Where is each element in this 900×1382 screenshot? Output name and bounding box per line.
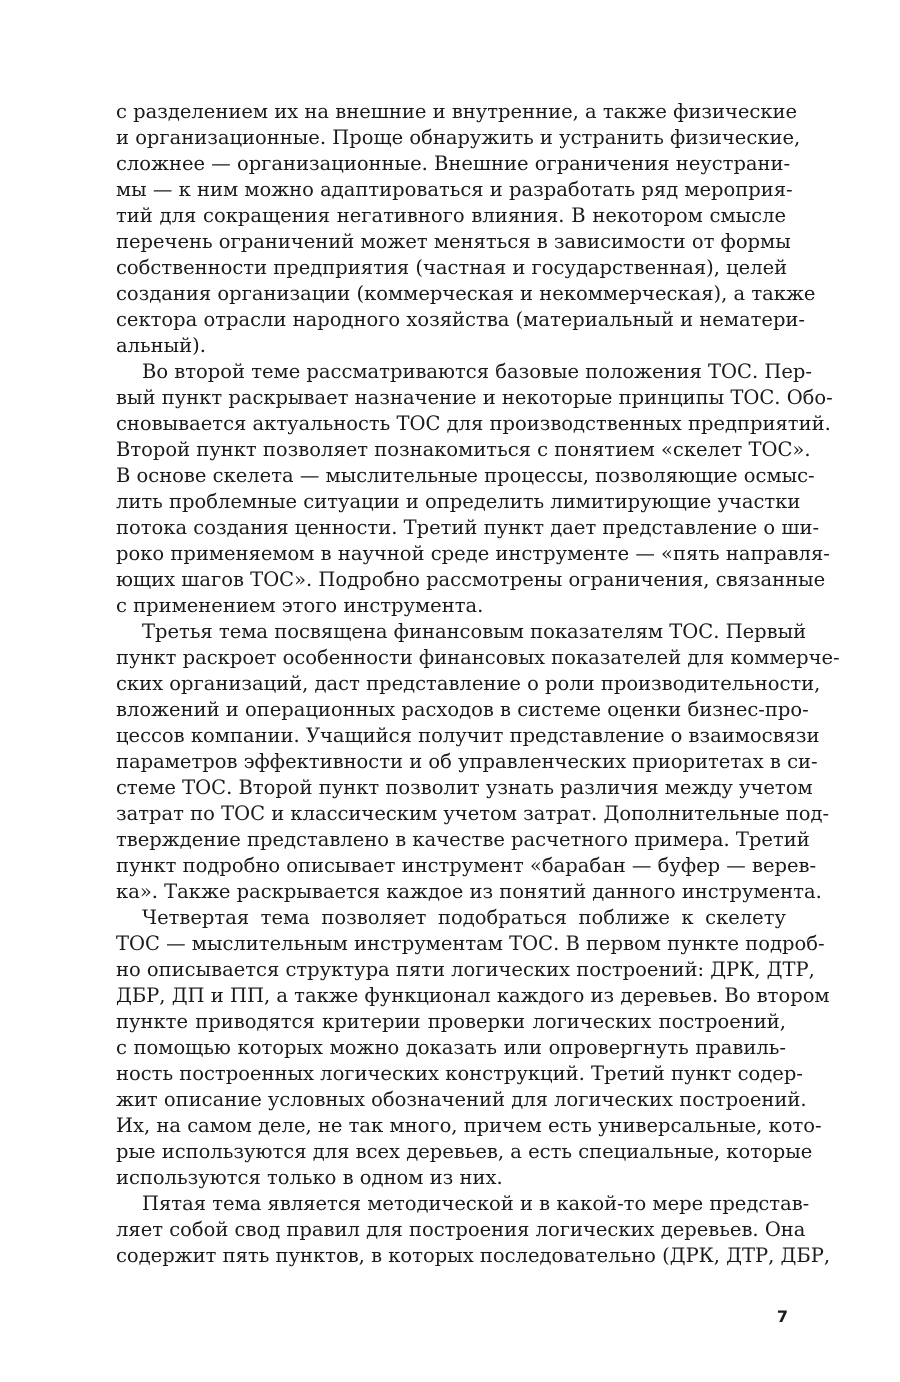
text-line: с помощью которых можно доказать или опровергнуть правиль- (116, 1036, 786, 1059)
text-line: ляет собой свод правил для построения логических деревьев. Она (116, 1218, 806, 1241)
text-line: Их, на самом деле, не так много, причем есть универсальные, кото- (116, 1114, 822, 1137)
text-line: тий для сокращения негативного влияния. В некотором смысле (116, 204, 786, 227)
paragraph-fifth-topic (116, 1191, 831, 1269)
text-line: с разделением их на внешние и внутренние, а также физические (116, 100, 798, 123)
text-line: рые используются для всех деревьев, а есть специальные, которые (116, 1140, 813, 1163)
text-line: лить проблемные ситуации и определить лимитирующие участки (116, 490, 801, 513)
text-line: вложений и операционных расходов в системе оценки бизнес-про- (116, 698, 809, 721)
text-line: ющих шагов ТОС». Подробно рассмотрены ограничения, связанные (116, 568, 826, 591)
text-line: и организационные. Проще обнаружить и устранить физические, (116, 126, 801, 149)
text-line: но описывается структура пяти логических построений: ДРК, ДТР, (116, 958, 815, 981)
text-line: сновывается актуальность ТОС для производственных предприятий. (116, 412, 831, 435)
text-line: ка». Также раскрывается каждое из понятий данного инструмента. (116, 880, 822, 903)
text-line: ТОС — мыслительным инструментам ТОС. В первом пункте подроб- (116, 932, 825, 955)
paragraph-second-topic (116, 359, 833, 619)
text-line: жит описание условных обозначений для логических построений. (116, 1088, 807, 1111)
page-number: 7 (776, 1307, 788, 1326)
text-line: Четвертая тема позволяет подобраться поближе к скелету (142, 906, 786, 929)
paragraph-constraints (116, 99, 816, 359)
text-line: параметров эффективности и об управленческих приоритетах в си- (116, 750, 818, 773)
text-line: сложнее — организационные. Внешние ограничения неустрани- (116, 152, 791, 175)
body-text (116, 99, 840, 1269)
text-line: мы — к ним можно адаптироваться и разработать ряд мероприя- (116, 178, 793, 201)
text-line: пункт раскроет особенности финансовых показателей для коммерче- (116, 646, 840, 669)
text-line: ских организаций, даст представление о роли производительности, (116, 672, 821, 695)
text-line: пункт подробно описывает инструмент «барабан — буфер — верев- (116, 854, 817, 877)
text-line: содержит пять пунктов, в которых последовательно (ДРК, ДТР, ДБР, (116, 1244, 831, 1267)
paragraph-third-topic (116, 619, 840, 905)
text-line: используются только в одном из них. (116, 1166, 503, 1189)
text-line: Во второй теме рассматриваются базовые положения ТОС. Пер- (142, 360, 812, 383)
text-line: Третья тема посвящена финансовым показателям ТОС. Первый (142, 620, 807, 643)
text-line: тверждение представлено в качестве расчетного примера. Третий (116, 828, 810, 851)
text-line: вый пункт раскрывает назначение и некоторые принципы ТОС. Обо- (116, 386, 833, 409)
text-line: альный). (116, 334, 206, 357)
paragraph-fourth-topic (116, 905, 830, 1191)
text-line: сектора отрасли народного хозяйства (материальный и нематери- (116, 308, 806, 331)
text-line: роко применяемом в научной среде инструменте — «пять направля- (116, 542, 830, 565)
text-line: ДБР, ДП и ПП, а также функционал каждого из деревьев. Во втором (116, 984, 830, 1007)
text-line: создания организации (коммерческая и некоммерческая), а также (116, 282, 816, 305)
text-line: ность построенных логических конструкций. Третий пункт содер- (116, 1062, 803, 1085)
text-line: пункте приводятся критерии проверки логических построений, (116, 1010, 786, 1033)
text-line: потока создания ценности. Третий пункт дает представление о ши- (116, 516, 820, 539)
text-line: В основе скелета — мыслительные процессы, позволяющие осмыс- (116, 464, 815, 487)
text-line: цессов компании. Учащийся получит представление о взаимосвязи (116, 724, 820, 747)
text-line: собственности предприятия (частная и государственная), целей (116, 256, 788, 279)
text-line: перечень ограничений может меняться в зависимости от формы (116, 230, 791, 253)
text-line: с применением этого инструмента. (116, 594, 484, 617)
text-line: Второй пункт позволяет познакомиться с понятием «скелет ТОС». (116, 438, 811, 461)
text-line: затрат по ТОС и классическим учетом затрат. Дополнительные под- (116, 802, 830, 825)
text-line: Пятая тема является методической и в какой-то мере представ- (142, 1192, 810, 1215)
text-line: стеме ТОС. Второй пункт позволит узнать различия между учетом (116, 776, 813, 799)
